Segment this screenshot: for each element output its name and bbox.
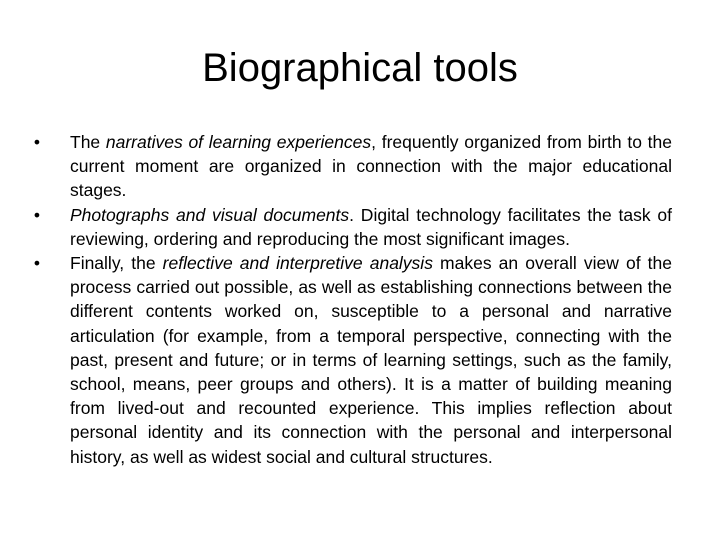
bullet-list	[33, 130, 672, 469]
bullet-text-after: . Digital technology facilitates the task of reviewing, ordering and reproducing the most significant images.	[70, 204, 672, 249]
bullet-text-after: , frequently organized from birth to the current moment are organized in connection with the major educational stages.	[70, 132, 672, 201]
bullet-text-before: Finally, the	[70, 253, 163, 274]
bullet-text-after: makes an overall view of the process carried out possible, as well as establishing connections between the different contents worked on, susceptible to a personal and narrative articulation (for example, from a temporal perspective, connecting with the past, present and future; or in terms of learning settings, such as the family, school, means, peer groups and others). It is a matter of building meaning from lived-out and recounted experience. This implies reflection about personal identity and its connection with the personal and interpersonal history, as well as widest social and cultural structures.	[70, 253, 672, 467]
slide-title: Biographical tools	[202, 46, 518, 90]
bullet-item-photographs	[33, 203, 672, 251]
bullet-item-reflective-analysis	[33, 251, 672, 469]
bullet-text-before: The	[70, 132, 106, 152]
bullet-item-narratives	[33, 130, 672, 203]
bullet-icon: •	[33, 132, 41, 152]
bullet-text-italic: Photographs and visual documents	[70, 204, 350, 225]
bullet-icon: •	[33, 253, 41, 274]
bullet-icon: •	[33, 204, 41, 225]
bullet-text-italic: narratives of learning experiences	[105, 132, 372, 152]
bullet-text-italic: reflective and interpretive analysis	[162, 253, 433, 274]
